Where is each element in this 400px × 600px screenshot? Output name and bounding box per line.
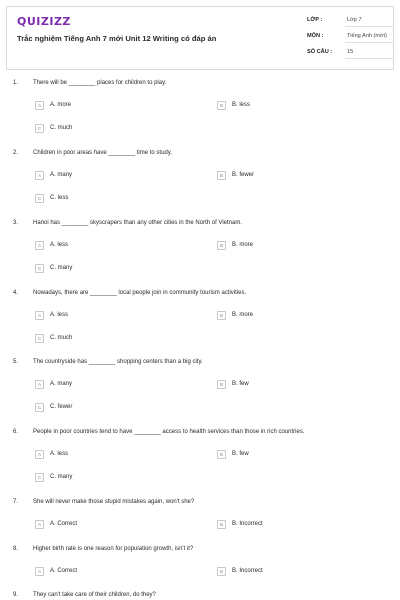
question-number: 5. [13, 359, 19, 365]
option-letter-box: A [35, 567, 44, 576]
option-text: C. much [50, 125, 73, 131]
meta-value: Tiếng Anh (mới) [347, 33, 387, 39]
option-text: B. few [232, 451, 249, 457]
option-text: C. fewer [50, 404, 73, 410]
question-text: Hanoi has ________ skyscrapers than any other cities in the North of Vietnam. [33, 220, 243, 226]
question-text: Higher birth rate is one reason for population growth, isn't it? [33, 546, 194, 552]
meta-value: 15 [347, 49, 354, 55]
option-text: A. many [50, 381, 73, 387]
meta-label: MÔN : [307, 33, 324, 39]
option-letter-box: C [35, 264, 44, 273]
option-letter-box: B [217, 450, 226, 459]
question-number: 7. [13, 499, 19, 505]
option-text: A. Correct [50, 521, 78, 527]
option-letter-box: A [35, 171, 44, 180]
option-letter-box: B [217, 567, 226, 576]
option-letter-box: A [35, 101, 44, 110]
question-number: 8. [13, 546, 19, 552]
question-number: 4. [13, 290, 19, 296]
option-letter-box: A [35, 380, 44, 389]
option-text: B. few [232, 381, 249, 387]
option-text: B. Incorrect [232, 568, 263, 574]
meta-subject [307, 31, 393, 43]
worksheet-header [6, 6, 394, 70]
option-text: B. more [232, 242, 254, 248]
question-number: 9. [13, 592, 19, 598]
option-letter-box: A [35, 520, 44, 529]
option-letter-box: B [217, 241, 226, 250]
question-text: There will be ________ places for children to play. [33, 80, 167, 86]
question-text: She will never make those stupid mistakes again, won't she? [33, 499, 195, 505]
question-number: 3. [13, 220, 19, 226]
option-text: A. more [50, 102, 72, 108]
meta-underline [345, 26, 393, 27]
meta-grade [307, 15, 393, 27]
option-letter-box: B [217, 311, 226, 320]
option-letter-box: A [35, 450, 44, 459]
question-text: They can't take care of their children, do they? [33, 592, 156, 598]
question-text: The countryside has ________ shopping centers than a big city. [33, 359, 203, 365]
option-text: B. more [232, 312, 254, 318]
option-letter-box: B [217, 520, 226, 529]
meta-underline [345, 58, 393, 59]
quizizz-logo: QUIZIZZ [17, 15, 71, 28]
meta-label: LỚP : [307, 17, 323, 23]
option-letter-box: A [35, 311, 44, 320]
option-text: C. much [50, 335, 73, 341]
option-text: B. Incorrect [232, 521, 263, 527]
meta-question-count [307, 47, 393, 59]
option-text: C. less [50, 195, 69, 201]
worksheet-title: Trắc nghiệm Tiếng Anh 7 mới Unit 12 Writing có đáp án [17, 34, 217, 43]
option-letter-box: B [217, 380, 226, 389]
option-text: C. many [50, 265, 73, 271]
meta-label: SỐ CÂU : [307, 49, 333, 55]
option-text: A. many [50, 172, 73, 178]
option-letter-box: C [35, 473, 44, 482]
question-text: Nowadays, there are ________ local people join in community tourism activities. [33, 290, 247, 296]
option-text: A. less [50, 451, 69, 457]
option-letter-box: B [217, 101, 226, 110]
question-text: Children in poor areas have ________ time to study. [33, 150, 172, 156]
option-letter-box: C [35, 194, 44, 203]
option-letter-box: B [217, 171, 226, 180]
option-letter-box: C [35, 334, 44, 343]
question-text: People in poor countries tend to have ________ access to health services than those in rich countries. [33, 429, 305, 435]
meta-underline [345, 42, 393, 43]
option-text: A. less [50, 242, 69, 248]
option-letter-box: A [35, 241, 44, 250]
question-number: 1. [13, 80, 19, 86]
option-text: C. many [50, 474, 73, 480]
question-number: 2. [13, 150, 19, 156]
question-number: 6. [13, 429, 19, 435]
option-letter-box: C [35, 403, 44, 412]
option-text: B. fewer [232, 172, 255, 178]
option-text: B. less [232, 102, 251, 108]
option-letter-box: C [35, 124, 44, 133]
option-text: A. Correct [50, 568, 78, 574]
meta-value: Lớp 7 [347, 17, 362, 23]
option-text: A. less [50, 312, 69, 318]
